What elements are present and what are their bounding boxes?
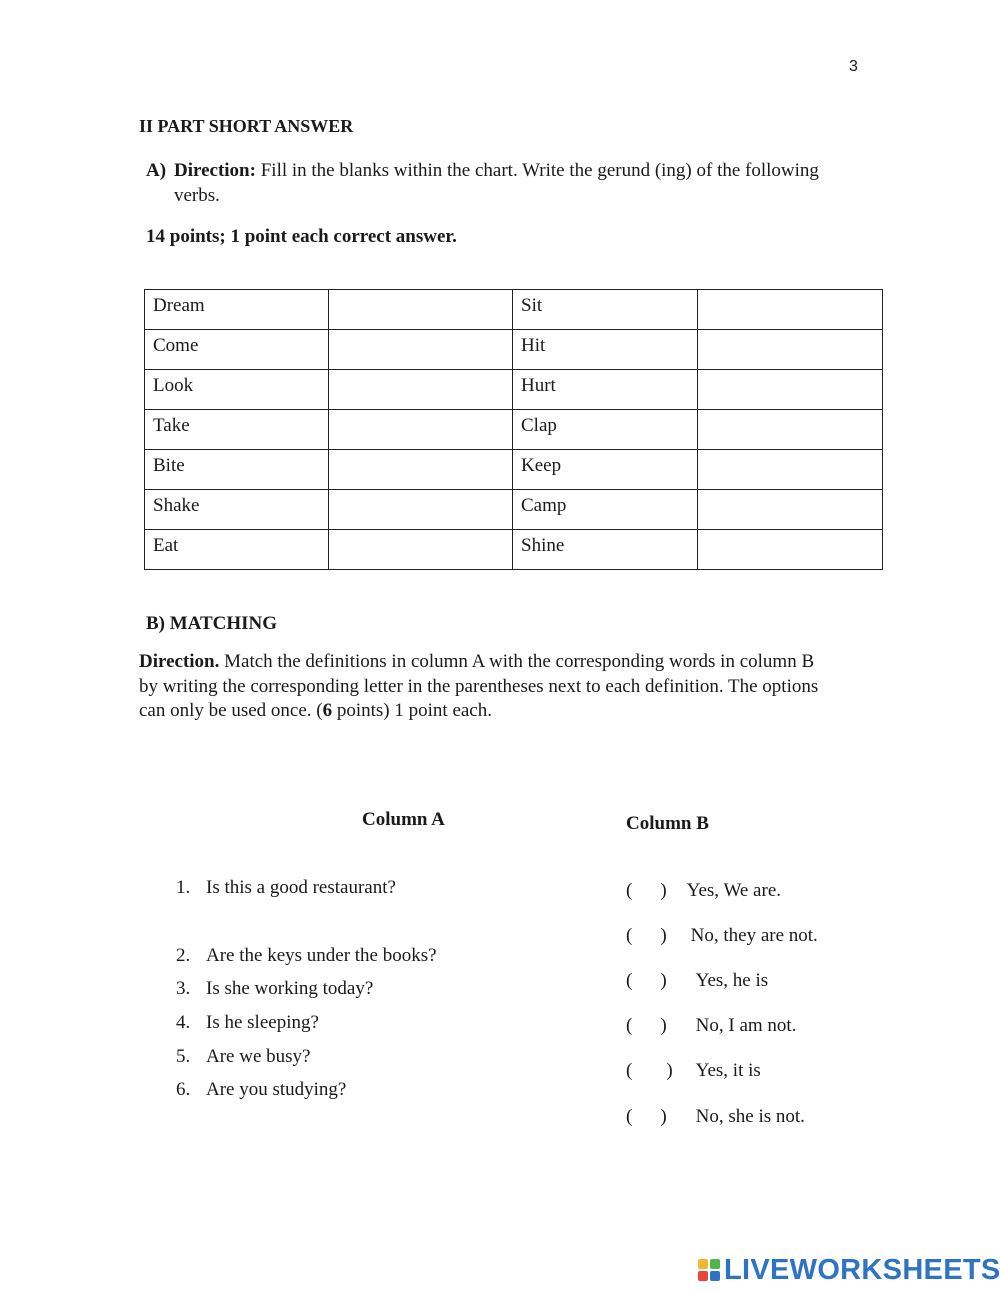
list-item [626,880,781,902]
verb-cell: Bite [145,450,329,490]
section-b-direction-line3-end: points) 1 point each. [332,700,492,721]
part-title: II PART SHORT ANSWER [139,116,354,136]
answer-blank-cell[interactable] [698,330,883,370]
answer-paren-open: ( [626,880,633,901]
question-number: 2. [176,945,191,966]
question-text: Are we busy? [206,1046,311,1067]
section-b-direction-label: Direction. [139,651,220,672]
section-a-direction [146,158,866,208]
answer-paren-close: ) [660,880,667,901]
column-a-title: Column A [362,809,445,830]
answer-blank-cell[interactable] [698,410,883,450]
answer-text: Yes, he is [695,970,769,991]
answer-blank-cell[interactable] [698,450,883,490]
question-text: Are you studying? [206,1079,347,1100]
answer-blank-cell[interactable] [329,450,513,490]
answer-paren-open: ( [626,925,633,946]
answer-paren-open: ( [626,1106,633,1127]
verb-cell: Shake [145,490,329,530]
verb-cell: Shine [513,530,698,570]
list-item [176,945,437,967]
table-row [145,290,883,330]
answer-text: No, I am not. [695,1015,797,1036]
answer-text: No, she is not. [695,1106,805,1127]
answer-paren-open: ( [626,970,633,991]
section-b-direction-line2: by writing the corresponding letter in the parentheses next to each definition. The options [139,675,819,697]
answer-blank-cell[interactable] [329,490,513,530]
list-item [626,1106,805,1128]
section-b-direction-line3: can only be used once. ( [139,700,323,721]
answer-text: No, they are not. [690,925,818,946]
answer-blank-cell[interactable] [329,410,513,450]
answer-paren-close: ) [660,925,667,946]
watermark-text: LIVEWORKSHEETS [724,1253,1000,1286]
answer-paren-open: ( [626,1015,633,1036]
section-b-direction [139,650,869,724]
verb-cell: Keep [513,450,698,490]
answer-text: Yes, We are. [686,880,781,901]
verb-cell: Eat [145,530,329,570]
verb-cell: Dream [145,290,329,330]
answer-paren-close: ) [666,1060,673,1081]
section-a-direction-text: Fill in the blanks within the chart. Write the gerund (ing) of the following [260,160,819,181]
table-row [145,530,883,570]
answer-paren-close: ) [660,970,667,991]
question-number: 6. [176,1079,191,1100]
question-text: Is this a good restaurant? [206,877,396,898]
section-a-direction-label: Direction: [174,160,256,181]
question-number: 1. [176,877,191,898]
list-item [176,1046,310,1068]
answer-paren-close: ) [660,1015,667,1036]
list-item [626,1015,796,1037]
section-b-direction-line1: Match the definitions in column A with the corresponding words in column B [224,651,815,672]
list-item [176,877,396,899]
question-number: 4. [176,1012,191,1033]
verb-cell: Take [145,410,329,450]
answer-paren-open: ( [626,1060,633,1081]
answer-text: Yes, it is [695,1060,761,1081]
list-item [626,925,818,947]
answer-blank-cell[interactable] [329,370,513,410]
answer-blank-cell[interactable] [329,530,513,570]
section-a-direction-continuation: verbs. [174,185,220,206]
verb-table [144,289,883,570]
section-b-title: B) MATCHING [146,613,278,634]
list-item [176,1012,319,1034]
table-row [145,410,883,450]
verb-cell: Come [145,330,329,370]
verb-cell: Hit [513,330,698,370]
verb-cell: Clap [513,410,698,450]
list-item [176,978,373,1000]
question-number: 5. [176,1046,191,1067]
question-number: 3. [176,978,191,999]
answer-blank-cell[interactable] [329,330,513,370]
table-row [145,450,883,490]
list-item [626,1060,761,1082]
verb-cell: Camp [513,490,698,530]
list-item [626,970,768,992]
answer-paren-close: ) [660,1106,667,1127]
section-b-points: 6 [322,700,333,721]
verb-cell: Sit [513,290,698,330]
answer-blank-cell[interactable] [698,490,883,530]
verb-cell: Look [145,370,329,410]
liveworksheets-logo-icon [698,1259,720,1281]
question-text: Are the keys under the books? [206,945,437,966]
section-a-marker: A) [146,160,167,181]
column-b-title: Column B [626,813,709,834]
table-row [145,370,883,410]
question-text: Is he sleeping? [206,1012,319,1033]
answer-blank-cell[interactable] [329,290,513,330]
answer-blank-cell[interactable] [698,370,883,410]
table-row [145,330,883,370]
verb-cell: Hurt [513,370,698,410]
list-item [176,1079,346,1101]
table-row [145,490,883,530]
watermark-logo [698,1255,1000,1285]
answer-blank-cell[interactable] [698,530,883,570]
page-number: 3 [849,58,858,75]
question-text: Is she working today? [206,978,374,999]
answer-blank-cell[interactable] [698,290,883,330]
section-a-points: 14 points; 1 point each correct answer. [146,226,457,247]
